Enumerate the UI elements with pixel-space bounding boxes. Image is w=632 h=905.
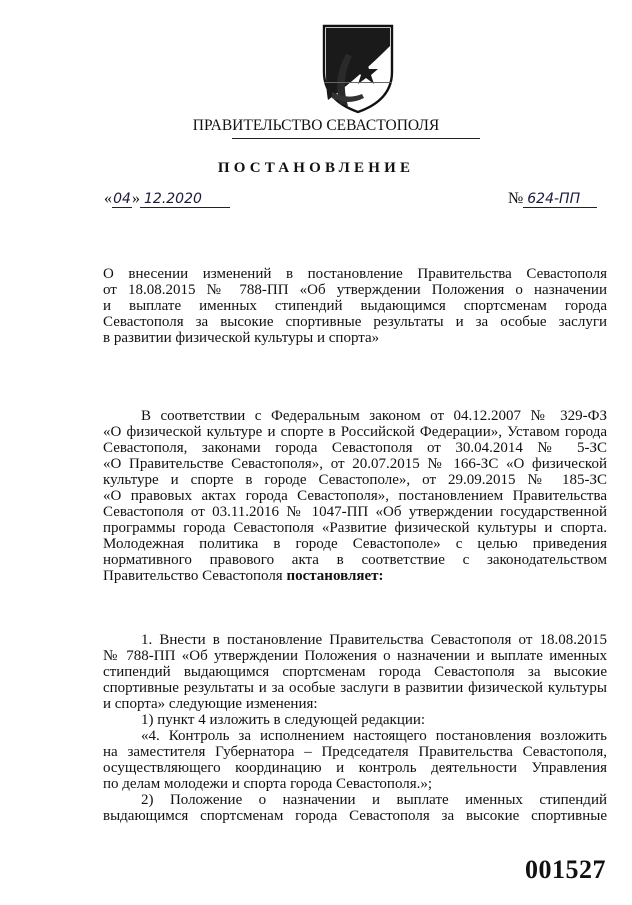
title-line: в развитии физической культуры и спорта» [103,330,380,346]
preamble-line: «О правовых актах города Севастополя», постановлением Правительства [103,488,607,504]
preamble-line: Севастополя от 03.11.2016 № 1047-ПП «Об утверждении государственной [103,504,607,520]
body-line: № 788-ПП «Об утверждении Положения о назначении и выплате именных [103,648,607,664]
serial-number: 001527 [525,855,606,884]
preamble-final-text: Правительство Севастополя [103,568,283,584]
body-line: и спорта» следующие изменения: [103,696,318,712]
header-divider [232,138,480,139]
preamble-line: нормативного правового акта в соответствие с законодательством [103,552,607,568]
body-line: стипендий выдающимся спортсменам города Севастополя за высокие [103,664,607,680]
body-line: 1. Внести в постановление Правительства Севастополя от 18.08.2015 [141,632,607,648]
document-number [508,190,597,208]
body-line: по делам молодежи и спорта города Севастополя.»; [103,776,433,792]
title-line: О внесении изменений в постановление Правительства Севастополя [103,266,607,282]
body-line: 2) Положение о назначении и выплате именных стипендий [141,792,607,808]
document-title [103,266,607,346]
body-line: выдающимся спортсменам города Севастополя за высокие спортивные [103,808,607,824]
preamble-line: «О физической культуре и спорте в Российской Федерации», Уставом города [103,424,607,440]
document-date [104,190,230,208]
title-line: и выплате именных стипендий выдающимся спортсменам города [103,298,607,314]
body-line: на заместителя Губернатора – Председателя Правительства Севастополя, [103,744,607,760]
date-open-quote: « [104,190,112,207]
preamble-line: «О Правительстве Севастополя», от 20.07.2015 № 166-ЗС «О физической [103,456,607,472]
date-close-quote: » [132,190,140,207]
preamble-line: Молодежная политика в городе Севастополе» с целью приведения [103,536,607,552]
preamble-line: программы города Севастополя «Развитие физической культуры и спорта. [103,520,607,536]
document-type-heading: ПОСТАНОВЛЕНИЕ [217,160,415,176]
organization-name: ПРАВИТЕЛЬСТВО СЕВАСТОПОЛЯ [192,117,440,134]
preamble [103,408,607,584]
preamble-resolves: постановляет: [286,568,384,584]
title-line: Севастополя за высокие спортивные результаты и за особые заслуги [103,314,607,330]
preamble-line: культуре и спорте в городе Севастополе», от 29.09.2015 № 185-ЗС [103,472,607,488]
number-value: 624-ПП [523,191,597,208]
preamble-line: В соответствии с Федеральным законом от 04.12.2007 № 329-ФЗ [141,408,607,424]
number-sign: № [508,190,524,207]
body-line: «4. Контроль за исполнением настоящего постановления возложить [141,728,607,744]
date-day: 04 [113,191,131,207]
coat-of-arms-emblem [318,20,398,116]
resolution-body [103,632,607,824]
body-line: 1) пункт 4 изложить в следующей редакции: [141,712,426,728]
preamble-line: Севастополя, законами города Севастополя от 30.04.2014 № 5-ЗС [103,440,607,456]
body-line: осуществляющего координацию и контроль деятельности Управления [103,760,607,776]
preamble-final-line [103,568,607,584]
title-line: от 18.08.2015 № 788-ПП «Об утверждении Положения о назначении [103,282,607,298]
body-line: спортивные результаты и за особые заслуги в развитии физической культуры [103,680,607,696]
date-month-year: 12.2020 [140,191,230,208]
